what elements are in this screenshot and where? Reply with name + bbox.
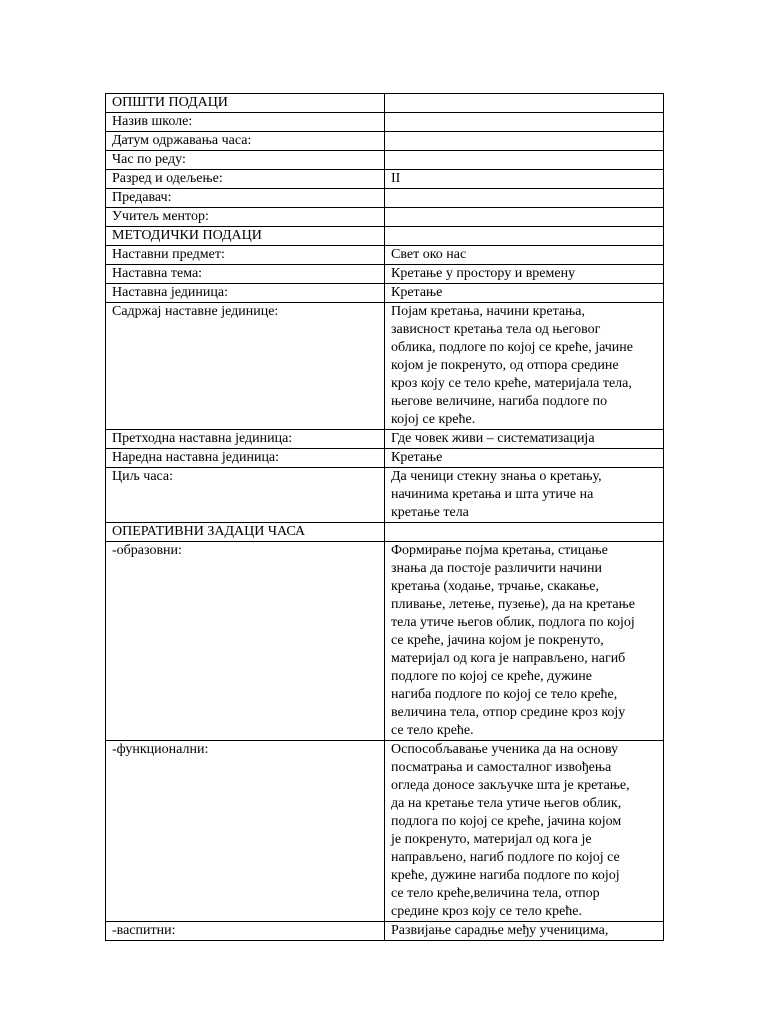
row-value: II — [385, 170, 664, 189]
row-value — [385, 151, 664, 170]
table-row — [106, 741, 664, 922]
row-label: ОПЕРАТИВНИ ЗАДАЦИ ЧАСА — [106, 523, 385, 542]
table-row — [106, 303, 664, 430]
table-row — [106, 430, 664, 449]
table-row — [106, 922, 664, 941]
row-label: Наставна јединица: — [106, 284, 385, 303]
table-row — [106, 208, 664, 227]
row-value: Кретање у простору и времену — [385, 265, 664, 284]
row-value — [385, 523, 664, 542]
table-row — [106, 113, 664, 132]
row-label: МЕТОДИЧКИ ПОДАЦИ — [106, 227, 385, 246]
row-label: Наставна тема: — [106, 265, 385, 284]
row-value: Формирање појма кретања, стицање знања да постоје различити начини кретања (ходање, трчање, скакање, пливање, летење, пузење), да на кретање тела утиче његов облик, подлога по којој се креће, јачина којом је покренуто, материјал од кога је направљено, нагиб подлоге по којој се креће, дужине нагиба подлоге по којој се тело креће, величина тела, отпор средине кроз коју се тело креће. — [385, 542, 664, 741]
row-label: Наставни предмет: — [106, 246, 385, 265]
table-row — [106, 523, 664, 542]
row-label: -образовни: — [106, 542, 385, 741]
table-row — [106, 246, 664, 265]
table-row — [106, 227, 664, 246]
table-row — [106, 94, 664, 113]
row-label: Предавач: — [106, 189, 385, 208]
table-row — [106, 189, 664, 208]
table-row — [106, 449, 664, 468]
row-value — [385, 132, 664, 151]
row-label: Датум одржавања часа: — [106, 132, 385, 151]
table-row — [106, 468, 664, 523]
row-value: Да ченици стекну знања о кретању, начинима кретања и шта утиче на кретање тела — [385, 468, 664, 523]
table-row — [106, 284, 664, 303]
row-value: Свет око нас — [385, 246, 664, 265]
row-label: Назив школе: — [106, 113, 385, 132]
row-value — [385, 189, 664, 208]
table-row — [106, 132, 664, 151]
row-value: Оспособљавање ученика да на основу посматрања и самосталног извођења огледа доносе закључке шта је кретање, да на кретање тела утиче његов облик, подлога по којој се креће, јачина којом је покренуто, материјал од кога је направљено, нагиб подлоге по којој се креће, дужине нагиба подлоге по којој се тело креће,величина тела, отпор средине кроз коју се тело креће. — [385, 741, 664, 922]
row-value: Где човек живи – систематизација — [385, 430, 664, 449]
row-value: Кретање — [385, 284, 664, 303]
row-value — [385, 94, 664, 113]
table-row — [106, 542, 664, 741]
row-label: Циљ часа: — [106, 468, 385, 523]
row-label: Претходна наставна јединица: — [106, 430, 385, 449]
row-label: Садржај наставне јединице: — [106, 303, 385, 430]
row-label: ОПШТИ ПОДАЦИ — [106, 94, 385, 113]
row-label: -васпитни: — [106, 922, 385, 941]
lesson-plan-table — [105, 93, 664, 941]
row-value: Појам кретања, начини кретања, зависност кретања тела од његовог облика, подлоге по којој се креће, јачине којом је покренуто, од отпора средине кроз коју се тело креће, материјала тела, његове величине, нагиба подлоге по којој се креће. — [385, 303, 664, 430]
row-label: -функционални: — [106, 741, 385, 922]
row-value — [385, 113, 664, 132]
row-label: Час по реду: — [106, 151, 385, 170]
row-label: Разред и одељење: — [106, 170, 385, 189]
table-row — [106, 170, 664, 189]
row-value — [385, 208, 664, 227]
row-value: Кретање — [385, 449, 664, 468]
row-label: Учитељ ментор: — [106, 208, 385, 227]
row-value — [385, 227, 664, 246]
table-row — [106, 265, 664, 284]
row-value: Развијање сарадње међу ученицима, — [385, 922, 664, 941]
table-row — [106, 151, 664, 170]
row-label: Наредна наставна јединица: — [106, 449, 385, 468]
